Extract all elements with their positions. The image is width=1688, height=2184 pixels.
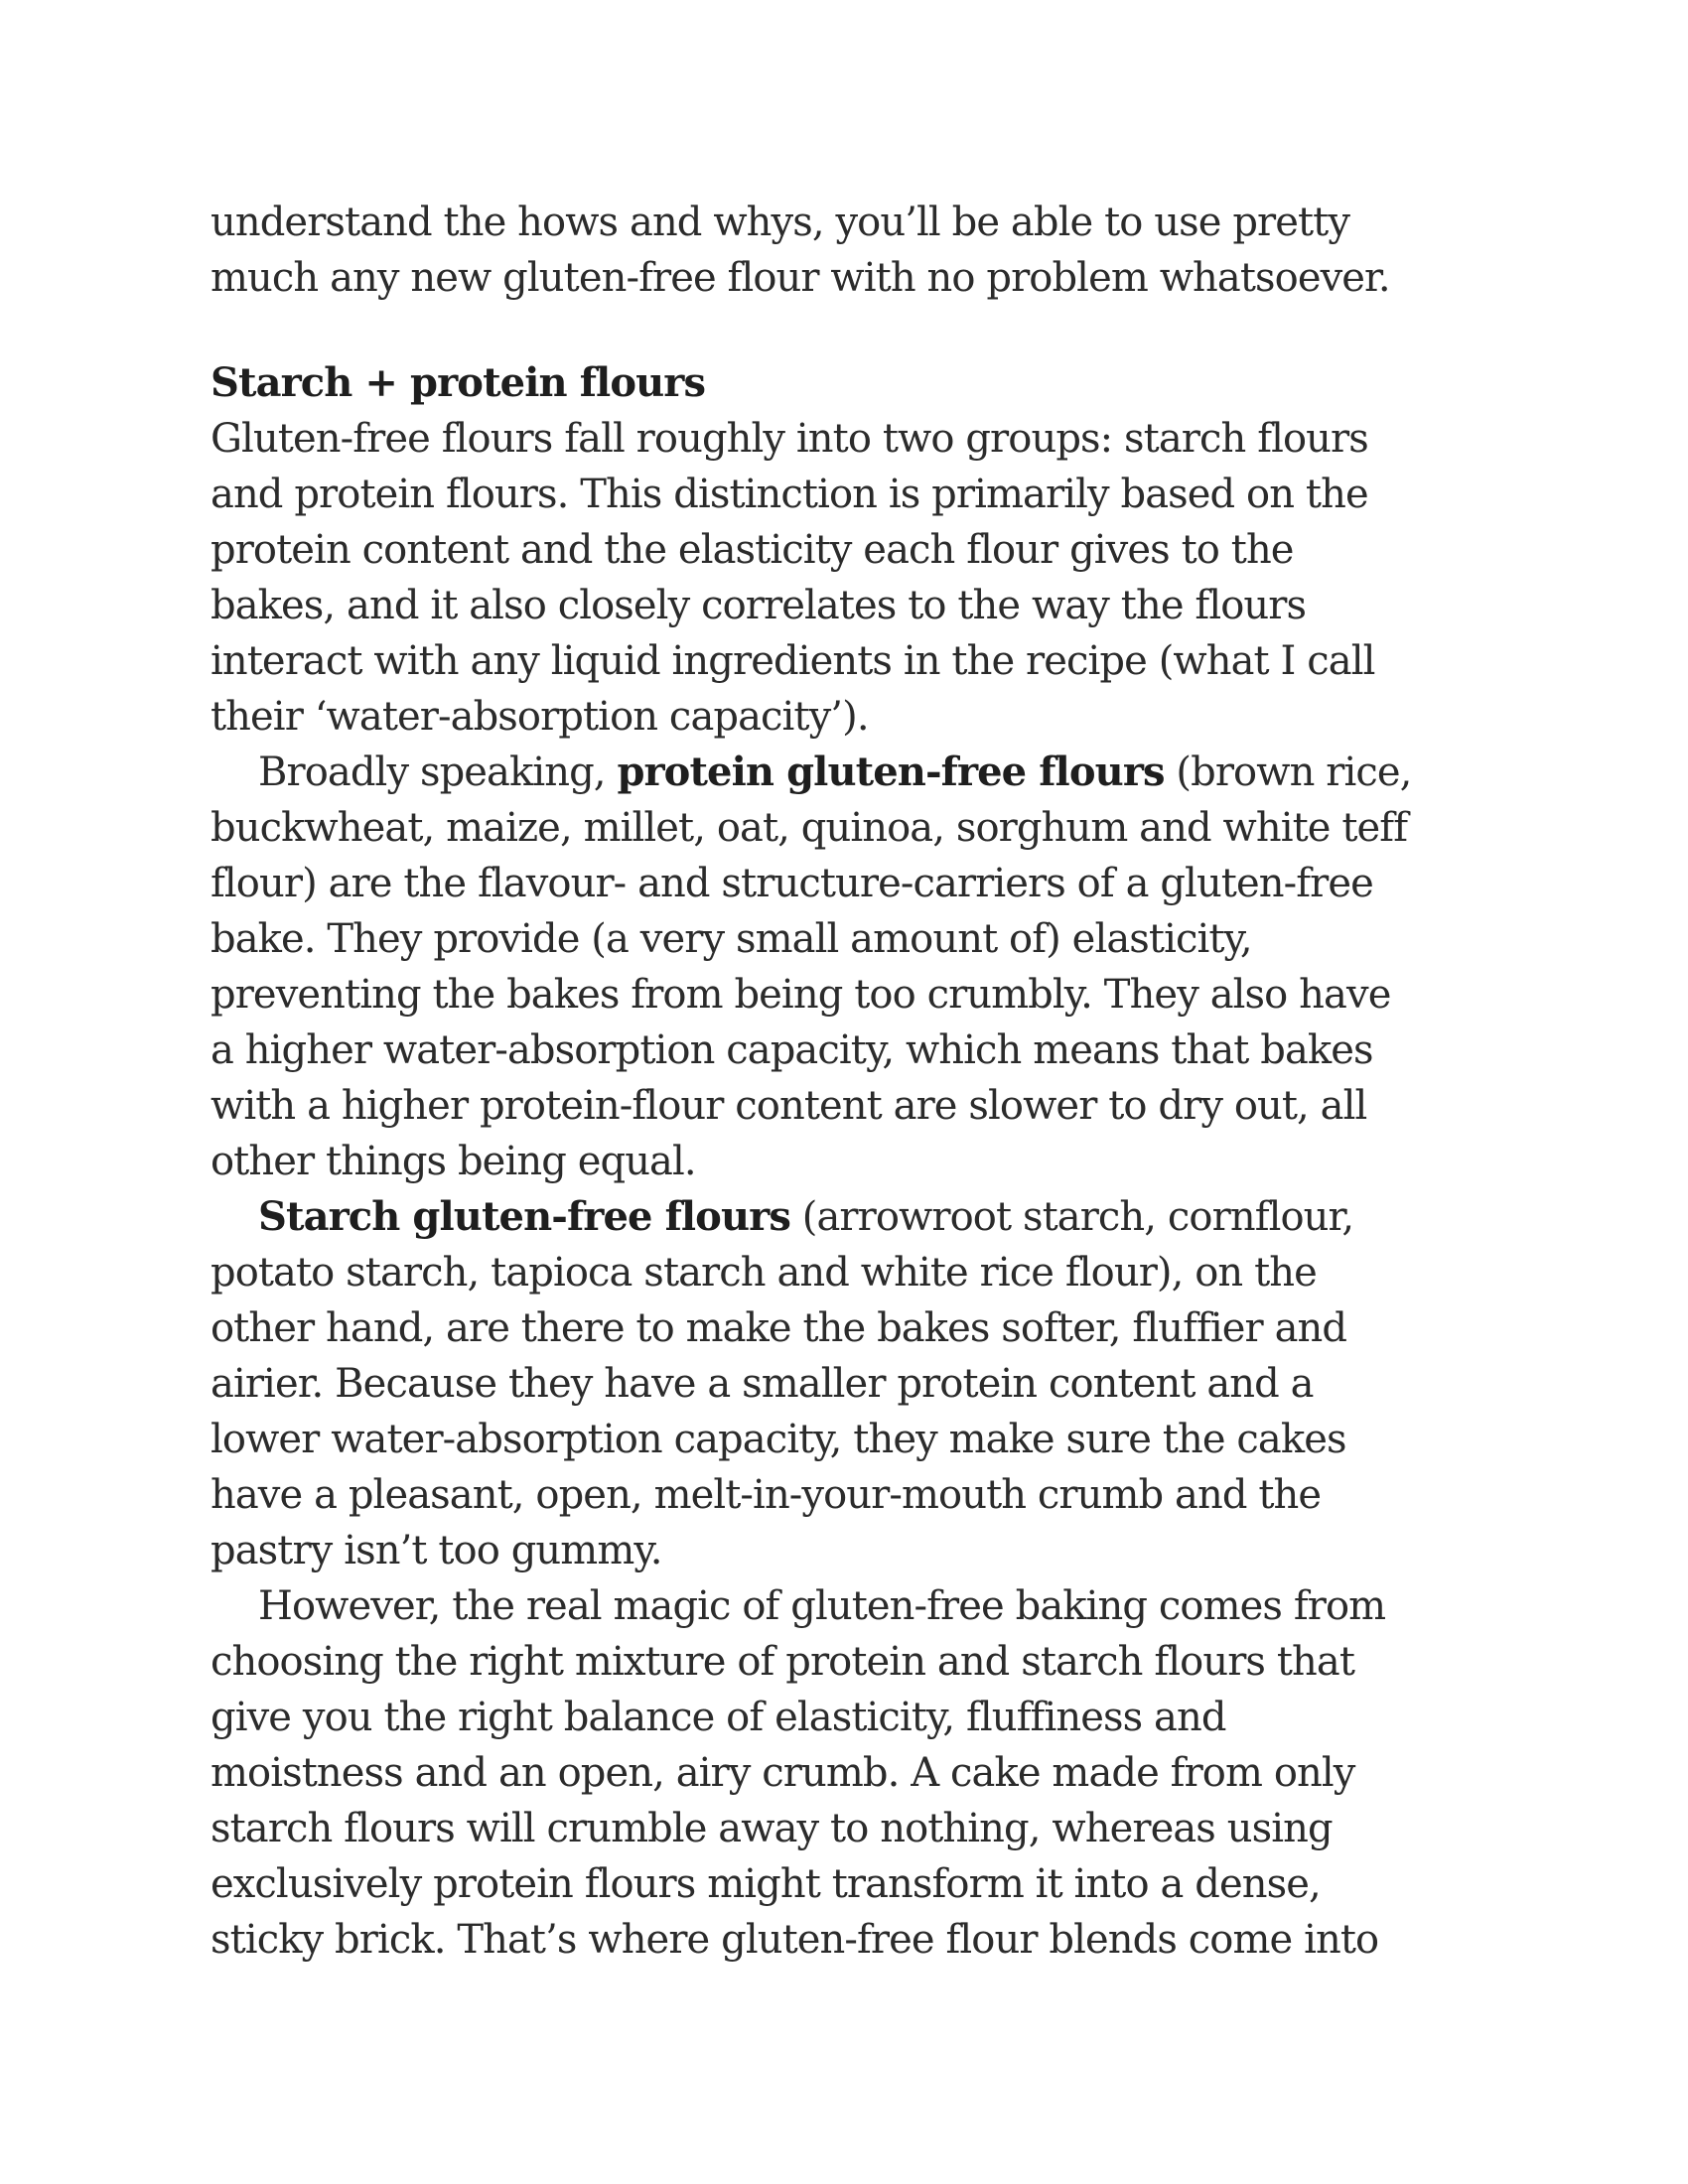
body-line: a higher water-absorption capacity, which means that bakes [211,1027,1373,1073]
body-line: give you the right balance of elasticity, fluffiness and [211,1695,1226,1740]
body-line: starch flours will crumble away to nothing, whereas using [211,1806,1333,1851]
body-line: buckwheat, maize, millet, oat, quinoa, sorghum and white teff [211,805,1408,851]
body-line: potato starch, tapioca starch and white rice flour), on the [211,1250,1317,1296]
body-line: choosing the right mixture of protein and starch flours that [211,1639,1355,1685]
body-line: pastry isn’t too gummy. [211,1528,662,1573]
body-line: protein content and the elasticity each flour gives to the [211,527,1294,573]
body-line: much any new gluten-free flour with no problem whatsoever. [211,255,1390,301]
body-line: with a higher protein-flour content are slower to dry out, all [211,1083,1367,1129]
body-line: flour) are the flavour- and structure-carriers of a gluten-free [211,861,1373,906]
body-line: sticky brick. That’s where gluten-free flour blends come into [211,1917,1379,1963]
body-line: and protein flours. This distinction is primarily based on the [211,472,1368,517]
body-line: exclusively protein flours might transform it into a dense, [211,1861,1321,1907]
paragraph-first-line: However, the real magic of gluten-free baking comes from [258,1583,1386,1629]
body-line: Gluten-free flours fall roughly into two groups: starch flours [211,416,1368,462]
line-text: Broadly speaking, [258,750,618,795]
body-line: preventing the bakes from being too crumbly. They also have [211,972,1391,1018]
paragraph-first-line [258,745,1411,800]
body-line: moistness and an open, airy crumb. A cake made from only [211,1750,1355,1796]
body-line: bakes, and it also closely correlates to the way the flours [211,583,1307,628]
body-line: airier. Because they have a smaller protein content and a [211,1361,1314,1407]
body-line: other hand, are there to make the bakes softer, fluffier and [211,1305,1347,1351]
body-line: have a pleasant, open, melt-in-your-mouth crumb and the [211,1472,1322,1518]
section-heading: Starch + protein flours [211,359,706,406]
body-line: bake. They provide (a very small amount of) elasticity, [211,916,1252,962]
body-line: understand the hows and whys, you’ll be able to use pretty [211,200,1350,245]
body-line: other things being equal. [211,1139,696,1184]
line-text: (brown rice, [1164,750,1412,795]
body-line: interact with any liquid ingredients in the recipe (what I call [211,638,1375,684]
line-text: (arrowroot starch, cornflour, [789,1194,1354,1240]
body-line: lower water-absorption capacity, they make sure the cakes [211,1417,1346,1462]
bold-term: protein gluten-free flours [617,749,1165,795]
body-line: their ‘water-absorption capacity’). [211,694,869,740]
bold-term: Starch gluten-free flours [258,1193,790,1240]
paragraph-first-line [258,1189,1353,1245]
